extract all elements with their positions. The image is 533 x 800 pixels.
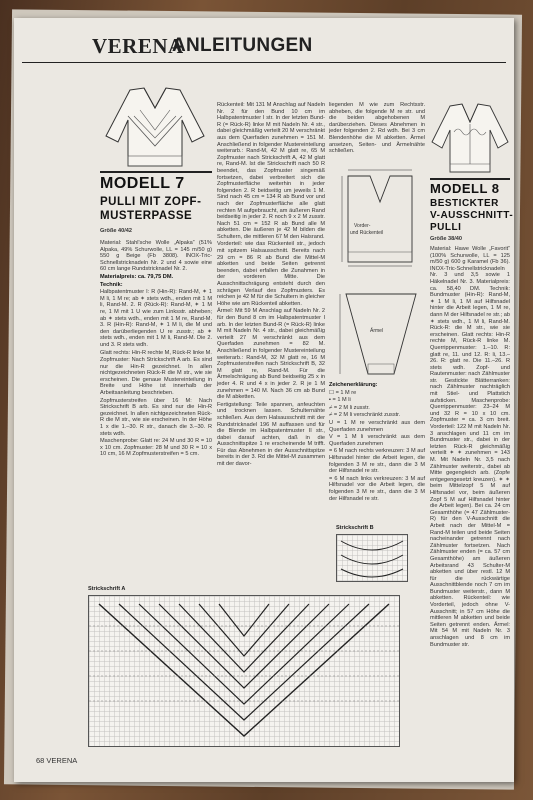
zeichen-title: Zeichenerklärung: [329,382,378,388]
schematic-label-aermel: Ärmel [370,328,384,334]
divider-line [100,171,212,173]
model-8-subtitle-line-2: V-AUSSCHNITT- [430,210,514,221]
zeichen-item-4: ⌿ = 2 M li verschränkt zusstr. [329,412,401,419]
column-3-intro: liegenden M wie zum Rechtsstr. abheben, die folgende M re str. und die beiden abgehobenen M darüberziehen. Dieses Abnehmen in jeder folgenden 2. Rd wdh. Bei 3 cm Blendenhöhe die M abketten. Ärmel ansetzen, Seiten- und Ärmelnähte schließen. [329,102,425,155]
zopfmuster-text: Zopfmuster: Nach Strickschrift A arb. Es sind nur die Hin-R gezeichnet. In allen nichtgezeichneten Rück-R die M str., wie sie erscheinen. Die genaue Musterеinteilung in Breite und Höhe ist innerhalb der Arbeitsanleitung beschrieben. [100,357,212,397]
zeichen-item-6: V = 1 M li verschränkt aus dem Querfaden zunehmen [329,434,425,447]
glatt-text: Glatt rechts: Hin-R rechte M, Rück-R linke M. [100,349,212,356]
model-8-divider [430,178,510,180]
zeichen-item-7: = 6 M nach rechts verkreuzen: 3 M auf Hilfsnadel hinter die Arbeit legen, die folgenden 3 M re str., dann die 3 M der Hilfsnadel re str. [329,448,425,475]
halbpatent-text: Halbpatentmuster I: R (Hin-R): Rand-M, ✶ 1 M li, 1 M re; ab ✶ stets wdh., enden mit 1 M li, Rand-M. 2. R (Rück-R): Rand-M, ✶ 1 M re, 1 M mit 1 U wie zum Linksstr. abheben; ab ✶ stets wdh., enden mit 1 M re, Rand-M. 3. R (Hin-R): Rand-M, ✶ 1 M li, die M und den darüberliegenden U re zusstr.; ab ✶ stets wdh., enden mit 1 M li, Rand-M. Die 2. und 3. R stets wdh. [100,289,212,348]
strickschrift-a-chart [88,595,400,747]
material-price: Materialpreis: ca. 79,75 DM. [100,273,174,280]
page-number-footer: 68 VERENA [36,756,78,765]
section-title: ANLEITUNGEN [172,35,313,56]
sweater-illustration-model-8 [430,102,510,174]
zeichen-item-2: ▪ = 1 M li [329,397,351,404]
fertigstellung-text: Fertigstellung: Teile spannen, anfeuchten und trocknen lassen. Schulternähte schließen. Aus dem Halsausschnitt mit der Rundstricknadel 196 M auffassen und für die Blende im Halbpatentmuster II str., dabei darauf achten, daß in die Ausschnittspitze 1 re erscheinende M trifft. Für das Abnehmen in der Ausschnittspitze bereits in der 3. Rd die Mittel-M zusammen mit der davor- [217,401,325,468]
schematic-label-vorder: Vorder- [354,223,371,229]
schematic-front-back [334,166,426,276]
vorderteil-text: Vorderteil: wie das Rückenteil str., jedoch mit spitzem Halsausschnitt. Bereits nach 29 cm = 86 R ab Bund die Mittel-M abketten und beide Seiten getrennt beenden, dabei erfallen die Zunahmen in der vorderen Mitte. Die Ausschnittschrägung entsteht durch den schrägen Verlauf des Zopfmusters. Es reichen je 42 M für die Schultern in gleicher Höhe wie am Rückenteil abketten. [217,241,325,307]
model-7-subtitle-line-2: MUSTERPASSE [100,210,193,222]
page-header [22,28,506,63]
technik-heading: Technik: [100,281,123,288]
maschenprobe-text: Maschenprobe: Glatt re: 24 M und 30 R = 10 x 10 cm. Zopfmuster: 28 M und 30 R = 10 x 10 cm, 16 M Zopfmusterstreifen = 5 cm. [100,438,212,458]
strickschrift-b-pattern [337,535,407,581]
zeichen-item-5: U = 1 M re verschränkt aus dem Querfaden zunehmen [329,419,425,433]
zeichen-item-8: = 6 M nach links verkreuzen: 3 M auf Hilfsnadel vor die Arbeit legen, die folgenden 3 M re str., dann die 3 M der Hilfsnadel re str. [329,475,425,502]
aermel-text: Ärmel: Mit 59 M Anschlag auf Nadeln Nr. 2 für den Bund 8 cm im Halbpatentmuster I arb. In der letzten Bund-R (= Rück-R) linke M mit Nadeln Nr. 4 str., dabei gleichmäßig verteilt 27 M verschränkt aus dem Querfaden zunehmen = 82 M. Anschließend in folgender Mustereinteilung weiterarb.: Rand-M, 32 M glatt re, 16 M Zopfmusterstreifen nach Strickschrift B, 32 M glatt re, Rand-M. Für die Ärmelschrägung ab Bund beidseitig 25 x in jeder 4. R und 4 x in jeder 2. R je 1 M zunehmen = 140 M. Nach 36 cm ab Bund die M abketten. [217,308,325,401]
strickschrift-b-chart [336,534,408,582]
zeichenerklaerung [329,382,425,503]
model-7-title: MODELL 7 [100,175,185,192]
magazine-page [14,18,514,782]
strickschrift-a-pattern [89,596,399,746]
sweater-illustration-model-7 [100,86,210,168]
model-8-subtitle-line-3: PULLI [430,222,462,233]
model-7-size: Größe 40/42 [100,228,133,234]
model-7-subtitle-line-1: PULLI MIT ZOPF- [100,196,202,208]
model-8-subtitle-line-1: BESTICKTER [430,198,499,209]
strickschrift-a-label: Strickschrift A [88,586,126,592]
zeichen-item-1: ☐ = 1 M re [329,389,357,396]
model-8-size: Größe 38/40 [430,236,463,242]
model-8-instructions: Material: Hawe Wolle „Favorit“ (100% Schurwolle, LL = 125 m/50 g) 600 g Karamel (Fb 36). INOX-Tric-Schnellstricknadeln Nr. 3 und 3,5 sowie 1 Häkelnadel Nr. 3. Materialpreis: ca. 58,40 DM. Technik: Bundmuster (Hin-R): Rand-M, ✶ 1 M li, 1 M auf Hilfsnadel hinter die Arbeit legen, 1 M re, dann M der Hilfsnadel re str.; ab ✶ stets wdh., 1 M li, Rand-M. Rück-R: die M str., wie sie erscheinen. Glatt rechts: Hin-R rechte M, Rück-R linke M. Querrippenmuster: 1.–10. R: glatt re, 11. und 12. R: li, 13.–26. R: glatt re. Die 11.–26. R stets wdh. Zopf- und Rautenmuster: nach Zählmuster str. Gestickte Blätterranken: nach Zählmuster nachträglich mit Stiel- und Plattstich aufsticken. Maschenprobe: Querrippenmuster: 23–24 M und 32 R = 10 x 10 cm. Zopfmuster = ca. 3 cm breit. Vorderteil: 122 M mit Nadeln Nr. 3 anschlagen und 11 cm im Bundmuster str., dabei in der letzten Rück-R gleichmäßig verteilt ✶ ✶ zunehmen = 143 M. Mit Nadeln Nr. 3,5 nach Zählmuster weiterstr., dabei ab Mitte gegengleich arb. (Zopfe entgegengesetzt kreuzen). ✶ ✶ beim Mittelzopf 5 M auf Hilfsnadel vor, beim äußeren Zopf 5 M auf Hilfsnadel hinter die Arbeit legen). Bei ca. 24 cm Gesamthöhe (= 47 Zählmuster-R) für den V-Ausschnitt die Arbeit nach der Mittel-M = Rand-M teilen und beide Seiten nacheinander getrennt nach Zählmuster fortsetzen. Nach Zählmuster enden (= ca. 57 cm Gesamthöhe) am äußeren Arbeitsrand 43 Schulter-M abketten und über restl. 12 M für die rückwärtige Ausschnittblende noch 7 cm im Bundmuster weiterstr., dann M abketten. Rückenteil: wie Vorderteil, jedoch ohne V-Ausschnitt; in 57 cm Höhe die mittleren M abketten und beide Seiten getrennt enden. Ärmel: Mit 54 M mit Nadeln Nr. 3 anschlagen und 8 cm im Bundmuster str. [430,246,510,648]
rueckenteil-text: Rückenteil: Mit 131 M Anschlag auf Nadeln Nr. 2 für den Bund 10 cm im Halbpatentmuster I str. In der letzten Bund-R (= Rück-R) linke M mit Nadeln Nr. 4 str., dabei gleichmäßig verteilt 20 M verschränkt aus dem Querfaden zunehmen = 151 M. Anschließend in folgender Mustereinteilung weiterarb.: Rand-M, 42 M glatt re, 65 M Zopfmuster nach Strickschrift A, 42 M glatt re, Rand-M. Ist die Strickschrift nach 50 R beendet, das Zopfmuster singemäß fortsetzen, dabei verbreitert sich die Zopfmusterfläche weiterhin in jeder folgenden 2. R beidseitig um jeweils 1 M. Sind nach 45 cm = 134 R ab Bund vor und nach der Zopfmusterfläche alle glatt rechten M aufgebraucht, am äußeren Rand beidseitig in jeder 2. R noch 9 x 2 M zusstr. Nach 51 cm = 152 R ab Bund alle M abketten. Die äußeren je 42 M bilden die Schultern, die mittleren 67 M den Halsrand. [217,102,325,240]
model-7-instructions [100,240,212,459]
zopfstreifen-text: Zopfmusterstreifen über 16 M: Nach Strickschrift B arb. Es sind nur die Hin-R gezeichnet. In allen nichtgezeichneten Rück-R die M str., wie sie erscheinen. In der Höhe 1 x die 1.–30. R str., danach die 3.–30. R stets wdh. [100,397,212,437]
column-2-instructions [217,102,325,469]
material-text: Material: Stahl'sche Wolle „Alpaka“ (51% Alpaka, 49% Schurwolle, LL = 145 m/50 g) 550 g Beige (Fb 3808). INOX-Tric-Schnellstricknadeln Nr. 2 und 4 sowie eine 60 cm lange Rundstricknadel Nr. 2. [100,240,212,273]
brand-logo: VERENA [92,34,184,58]
model-8-title: MODELL 8 [430,181,500,196]
zeichen-item-3: ⌿ = 2 M li zusstr. [329,404,370,411]
strickschrift-b-label: Strickschrift B [336,525,374,531]
schematic-sleeve [336,288,426,383]
schematic-label-ruecken: und Rückenteil [350,230,384,236]
